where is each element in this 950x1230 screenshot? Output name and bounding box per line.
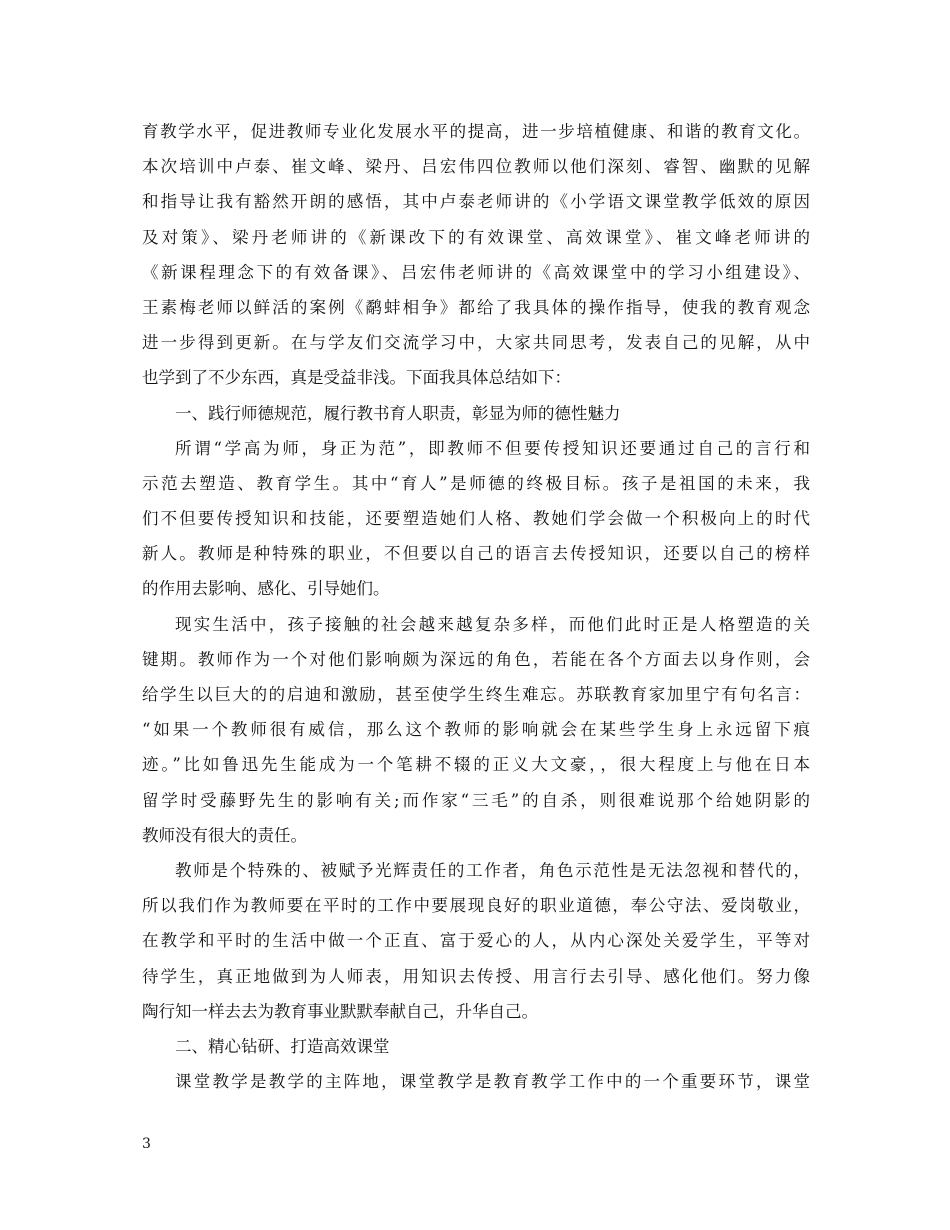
text-line: 本次培训中卢泰、崔文峰、梁丹、吕宏伟四位教师以他们深刻、睿智、幽默的见解 (142, 157, 810, 177)
text-line: 也学到了不少东西，真是受益非浅。下面我具体总结如下： (142, 368, 571, 388)
text-line: 陶行知一样去去为教育事业默默奉献自己，升华自己。 (142, 1001, 538, 1021)
document-body (142, 114, 810, 1099)
text-line: 们不但要传授知识和技能，还要塑造她们人格、教她们学会做一个积极向上的时代 (142, 509, 810, 529)
text-line: 示范去塑造、教育学生。其中“育人”是师德的终极目标。孩子是祖国的未来，我 (142, 473, 810, 493)
text-line: 新人。教师是种特殊的职业，不但要以自己的语言去传授知识，还要以自己的榜样 (142, 544, 810, 564)
text-line: 育教学水平，促进教师专业化发展水平的提高，进一步培植健康、和谐的教育文化。 (142, 122, 810, 141)
text-line: 及对策》、梁丹老师讲的《新课改下的有效课堂、高效课堂》、崔文峰老师讲的 (142, 227, 810, 247)
text-line: 王素梅老师以鲜活的案例《鹬蚌相争》都给了我具体的操作指导，使我的教育观念 (142, 297, 810, 317)
text-line: 的作用去影响、感化、引导她们。 (142, 579, 390, 599)
text-line: 给学生以巨大的的启迪和激励，甚至使学生终生难忘。苏联教育家加里宁有句名言： (142, 685, 810, 704)
text-line: 课堂教学是教学的主阵地，课堂教学是教育教学工作中的一个重要环节，课堂 (175, 1072, 810, 1092)
text-line: 和指导让我有豁然开朗的感悟，其中卢泰老师讲的《小学语文课堂教学低效的原因 (142, 192, 810, 212)
text-line: 现实生活中，孩子接触的社会越来越复杂多样，而他们此时正是人格塑造的关 (175, 614, 810, 634)
text-line: 在教学和平时的生活中做一个正直、富于爱心的人，从内心深处关爱学生，平等对 (142, 931, 810, 951)
text-line: 教师是个特殊的、被赋予光辉责任的工作者，角色示范性是无法忽视和替代的， (175, 860, 810, 880)
text-line: “如果一个教师很有威信，那么这个教师的影响就会在某些学生身上永远留下痕 (142, 720, 810, 740)
text-line: 所谓“学高为师，身正为范”，即教师不但要传授知识还要通过自己的言行和 (175, 438, 810, 458)
text-line: 迹。”比如鲁迅先生能成为一个笔耕不辍的正义大文豪，，很大程度上与他在日本 (142, 755, 810, 775)
text-line: 所以我们作为教师要在平时的工作中要展现良好的职业道德，奉公守法、爱岗敬业， (142, 896, 810, 916)
text-line: 留学时受藤野先生的影响有关;而作家“三毛”的自杀，则很难说那个给她阴影的 (142, 790, 810, 810)
text-line: 进一步得到更新。在与学友们交流学习中，大家共同思考，发表自己的见解，从中 (142, 333, 810, 353)
text-line: 二、精心钻研、打造高效课堂 (175, 1036, 390, 1056)
text-line: 待学生，真正地做到为人师表，用知识去传授、用言行去引导、感化他们。努力像 (142, 966, 810, 986)
text-line: 《新课程理念下的有效备课》、吕宏伟老师讲的《高效课堂中的学习小组建设》、 (142, 262, 810, 282)
text-line: 一、践行师德规范，履行教书育人职责，彰显为师的德性魅力 (175, 403, 621, 423)
page-number: 3 (142, 1136, 151, 1152)
text-line: 键期。教师作为一个对他们影响颇为深远的角色，若能在各个方面去以身作则，会 (142, 649, 810, 669)
text-line: 教师没有很大的责任。 (142, 825, 307, 845)
